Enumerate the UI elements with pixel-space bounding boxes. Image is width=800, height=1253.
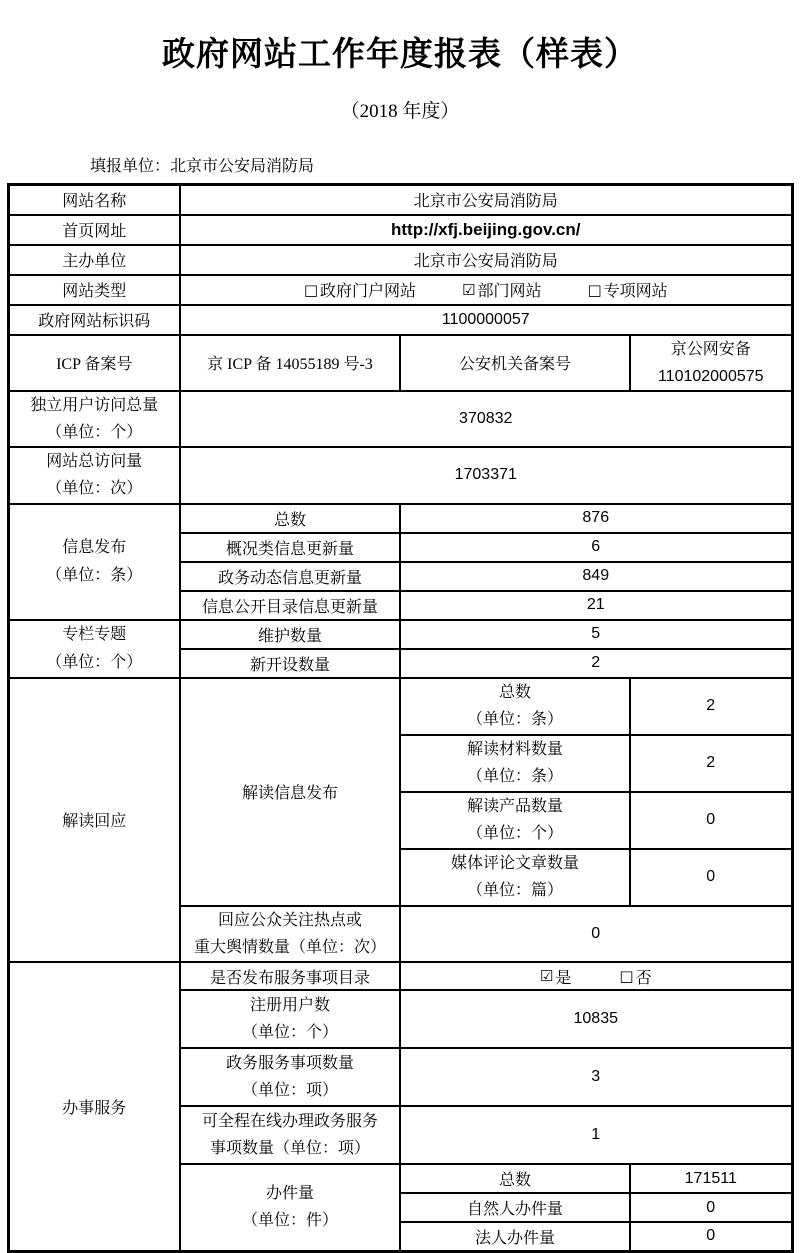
label-line: 重大舆情数量（单位：次） [193, 938, 386, 956]
info-publish-row-value: 21 [400, 591, 792, 620]
info-publish-row-label: 总数 [180, 504, 400, 533]
catalog-option-yes [540, 965, 571, 988]
page-title: 政府网站工作年度报表（样表） [162, 37, 638, 73]
site-type-options [180, 275, 792, 305]
info-publish-row-label: 政务动态信息更新量 [180, 562, 400, 591]
handled-row-value: 0 [630, 1222, 792, 1251]
catalog-options [400, 962, 792, 990]
site-type-option-special [587, 278, 667, 301]
option-label: 政府门户网站 [320, 283, 417, 300]
handled-row-value: 171511 [630, 1164, 792, 1193]
special-columns-row-label: 维护数量 [180, 620, 400, 649]
icp-value: 京 ICP 备 14055189 号-3 [180, 335, 400, 391]
row-site-code [8, 305, 792, 335]
interpretation-row-label [400, 849, 630, 906]
row-home-url [8, 215, 792, 245]
option-label: 否 [635, 969, 652, 987]
group-line: 信息发布 [62, 539, 127, 557]
label-line: 事项数量（单位：项） [209, 1140, 370, 1157]
site-type-option-department [462, 278, 541, 301]
interpretation-subgroup-label: 解读信息发布 [180, 678, 400, 906]
response-value: 0 [400, 906, 792, 962]
info-publish-group-label [8, 504, 180, 620]
label-line: 媒体评论文章数量 [450, 854, 579, 872]
handled-group-label [180, 1164, 400, 1251]
row-site-type [8, 275, 792, 305]
group-line: （单位：个） [46, 653, 143, 671]
info-publish-row-value: 849 [400, 562, 792, 591]
police-record-value [630, 335, 792, 391]
icp-label: ICP 备案号 [8, 335, 180, 391]
service-items-value: 3 [400, 1048, 792, 1106]
label-line: 网站总访问量 [46, 453, 143, 471]
group-line: 办件量 [265, 1185, 314, 1203]
label-line: （单位：个） [241, 1024, 338, 1041]
label-line: 回应公众关注热点或 [217, 911, 362, 929]
label-line: （单位：个） [466, 825, 563, 843]
interpretation-row-value: 2 [630, 735, 792, 792]
option-label: 专项网站 [603, 283, 668, 300]
report-table [7, 183, 794, 1253]
interpretation-group-label: 解读回应 [8, 678, 180, 962]
info-publish-row-value: 876 [400, 504, 792, 533]
row-special-columns-maintained [8, 620, 792, 649]
group-line: （单位：条） [46, 566, 143, 584]
home-url-label: 首页网址 [8, 215, 180, 245]
service-items-label [180, 1048, 400, 1106]
interpretation-row-label [400, 678, 630, 735]
special-columns-row-value: 2 [400, 649, 792, 678]
police-record-line2: 110102000575 [657, 367, 764, 385]
row-sponsor [8, 245, 792, 275]
online-items-label [180, 1106, 400, 1164]
site-name-label: 网站名称 [8, 185, 180, 215]
row-icp [8, 335, 792, 391]
home-url-value: http://xfj.beijing.gov.cn/ [180, 215, 792, 245]
label-line: （单位：项） [241, 1082, 338, 1099]
interpretation-row-label [400, 792, 630, 849]
row-interpretation-total [8, 678, 792, 735]
group-line: （单位：件） [241, 1212, 338, 1230]
reporting-unit-value: 北京市公安局消防局 [170, 158, 315, 175]
interpretation-row-value: 2 [630, 678, 792, 735]
label-line: （单位：次） [46, 480, 143, 498]
services-group-label: 办事服务 [8, 962, 180, 1251]
label-line: 可全程在线办理政务服务 [201, 1112, 378, 1130]
sponsor-value: 北京市公安局消防局 [180, 245, 792, 275]
handled-row-label: 总数 [400, 1164, 630, 1193]
site-type-option-portal [304, 278, 416, 301]
special-columns-row-label: 新开设数量 [180, 649, 400, 678]
group-line: 专栏专题 [62, 626, 127, 644]
interpretation-row-value: 0 [630, 849, 792, 906]
label-line: （单位：条） [466, 711, 563, 729]
row-services-catalog [8, 962, 792, 990]
checkbox-unchecked-icon: □ [587, 280, 602, 299]
handled-row-label: 法人办件量 [400, 1222, 630, 1251]
row-total-visits [8, 447, 792, 503]
site-code-label: 政府网站标识码 [8, 305, 180, 335]
special-columns-row-value: 5 [400, 620, 792, 649]
reporting-unit-label: 填报单位： [90, 158, 171, 175]
handled-row-value: 0 [630, 1193, 792, 1222]
reporting-unit-line [90, 153, 800, 176]
online-items-value: 1 [400, 1106, 792, 1164]
info-publish-row-label: 信息公开目录信息更新量 [180, 591, 400, 620]
site-code-value: 1100000057 [180, 305, 792, 335]
interpretation-row-label [400, 735, 630, 792]
row-unique-visitors [8, 391, 792, 447]
sponsor-label: 主办单位 [8, 245, 180, 275]
site-type-label: 网站类型 [8, 275, 180, 305]
page-subtitle: （2018 年度） [340, 101, 460, 122]
catalog-option-no [619, 965, 651, 988]
label-line: 总数 [498, 683, 531, 701]
registered-users-label [180, 990, 400, 1048]
site-name-value: 北京市公安局消防局 [180, 185, 792, 215]
option-label: 部门网站 [477, 283, 542, 300]
option-label: 是 [555, 969, 572, 987]
label-line: 独立用户访问总量 [30, 396, 159, 414]
unique-visitors-value: 370832 [180, 391, 792, 447]
total-visits-value: 1703371 [180, 447, 792, 503]
checkbox-unchecked-icon: □ [303, 280, 318, 299]
row-info-publish-total [8, 504, 792, 533]
label-line: 解读材料数量 [466, 740, 563, 758]
label-line: （单位：条） [466, 768, 563, 786]
police-record-label: 公安机关备案号 [400, 335, 630, 391]
interpretation-row-value: 0 [630, 792, 792, 849]
label-line: 政务服务事项数量 [225, 1054, 354, 1072]
unique-visitors-label [8, 391, 180, 447]
response-label [180, 906, 400, 962]
special-columns-group-label [8, 620, 180, 678]
label-line: （单位：篇） [466, 882, 563, 900]
checkbox-unchecked-icon: □ [619, 967, 634, 985]
info-publish-row-value: 6 [400, 533, 792, 562]
checkbox-checked-icon: ☑ [539, 967, 554, 985]
row-site-name [8, 185, 792, 215]
catalog-label: 是否发布服务事项目录 [180, 962, 400, 990]
total-visits-label [8, 447, 180, 503]
checkbox-checked-icon: ☑ [462, 280, 476, 299]
handled-row-label: 自然人办件量 [400, 1193, 630, 1222]
label-line: 解读产品数量 [466, 797, 563, 815]
label-line: （单位：个） [46, 424, 143, 442]
police-record-line1: 京公网安备 [670, 340, 751, 358]
info-publish-row-label: 概况类信息更新量 [180, 533, 400, 562]
label-line: 注册用户数 [249, 996, 330, 1014]
registered-users-value: 10835 [400, 990, 792, 1048]
